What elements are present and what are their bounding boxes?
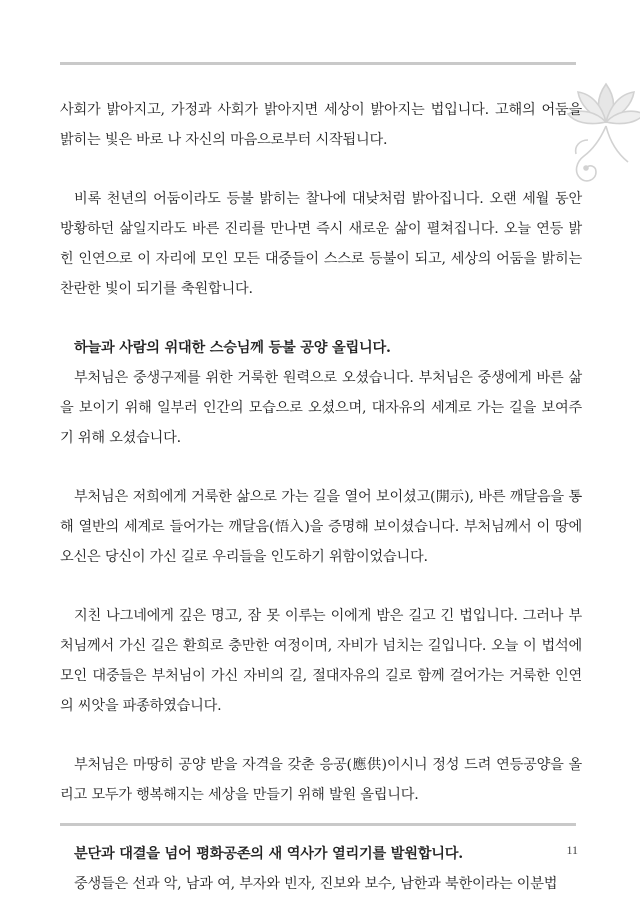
header-rule bbox=[60, 62, 576, 65]
body-paragraph: 부처님은 중생구제를 위한 거룩한 원력으로 오셨습니다. 부처님은 중생에게 바른 삶을 보이기 위해 일부러 인간의 모습으로 오셨으며, 대자유의 세계로 가는 길을 보여주기 위해 오셨습니다. bbox=[60, 370, 582, 446]
section-heading: 하늘과 사람의 위대한 스승님께 등불 공양 올립니다. bbox=[74, 340, 391, 356]
body-text bbox=[60, 95, 582, 899]
body-paragraph: 비록 천년의 어둠이라도 등불 밝히는 찰나에 대낮처럼 밝아집니다. 오랜 세월 동안 방황하던 삶일지라도 바른 진리를 만나면 즉시 새로운 삶이 펼쳐집니다. 오늘 연등 밝힌 인연으로 이 자리에 모인 모든 대중들이 스스로 등불이 되고, 세상의 어둠을 밝히는 찬란한 빛이 되기를 축원합니다. bbox=[60, 191, 582, 297]
page-number: 11 bbox=[566, 843, 578, 857]
body-paragraph: 중생들은 선과 악, 남과 여, 부자와 빈자, 진보와 보수, 남한과 북한이라는 이분법 bbox=[74, 876, 558, 892]
section-heading: 분단과 대결을 넘어 평화공존의 새 역사가 열리기를 발원합니다. bbox=[74, 846, 464, 862]
body-paragraph: 부처님은 마땅히 공양 받을 자격을 갖춘 응공(應供)이시니 정성 드려 연등공양을 올리고 모두가 행복해지는 세상을 만들기 위해 발원 올립니다. bbox=[60, 757, 582, 803]
body-paragraph: 부처님은 저희에게 거룩한 삶으로 가는 길을 열어 보이셨고(開示), 바른 깨달음을 통해 열반의 세계로 들어가는 깨달음(悟入)을 증명해 보이셨습니다. 부처님께서 이 땅에 오신은 당신이 가신 길로 우리들을 인도하기 위함이었습니다. bbox=[60, 489, 582, 565]
body-paragraph: 사회가 밝아지고, 가정과 사회가 밝아지면 세상이 밝아지는 법입니다. 고해의 어둠을 밝히는 빛은 바로 나 자신의 마음으로부터 시작됩니다. bbox=[60, 102, 582, 148]
footer-rule bbox=[60, 823, 576, 826]
body-paragraph: 지친 나그네에게 깊은 명고, 잠 못 이루는 이에게 밤은 길고 긴 법입니다. 그러나 부처님께서 가신 길은 환희로 충만한 여정이며, 자비가 넘치는 길입니다. 오늘 이 법석에 모인 대중들은 부처님이 가신 자비의 길, 절대자유의 길로 함께 걸어가는 거룩한 인연의 씨앗을 파종하였습니다. bbox=[60, 608, 582, 714]
